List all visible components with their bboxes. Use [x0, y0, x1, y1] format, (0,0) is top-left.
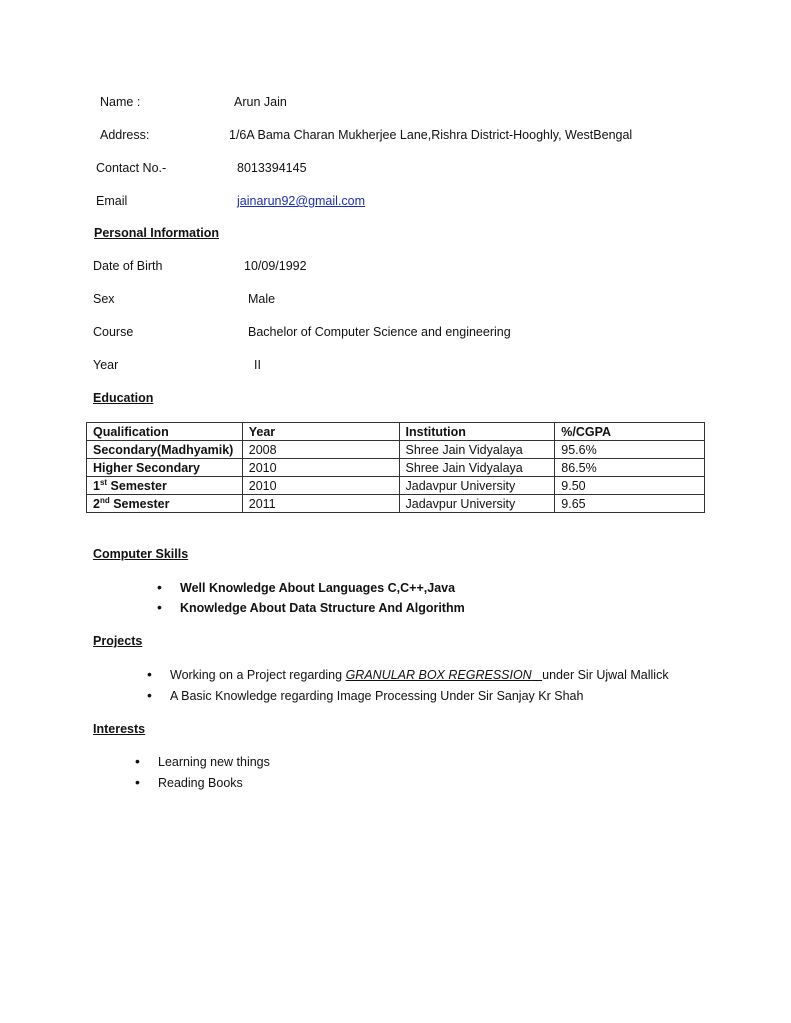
name-value: Arun Jain	[234, 95, 287, 109]
bullet-icon: •	[147, 666, 152, 682]
cell-qualification: Higher Secondary	[87, 459, 243, 477]
cell-year: 2008	[242, 441, 399, 459]
table-row	[87, 441, 705, 459]
header-score: %/CGPA	[555, 423, 705, 441]
contact-number-label: Contact No.-	[96, 161, 167, 175]
cell-institution: Jadavpur University	[399, 495, 555, 513]
interest-item: Learning new things	[158, 755, 270, 769]
table-row	[87, 495, 705, 513]
education-heading: Education	[93, 391, 154, 405]
semester-suffix: st	[99, 477, 108, 487]
header-qualification: Qualification	[87, 423, 243, 441]
sex-label: Sex	[93, 292, 115, 306]
cell-qualification	[87, 495, 243, 513]
table-row	[87, 477, 705, 495]
personal-info-heading: Personal Information	[94, 226, 220, 240]
course-label: Course	[93, 325, 134, 339]
dob-label: Date of Birth	[93, 259, 163, 273]
cell-score: 86.5%	[555, 459, 705, 477]
project-title: GRANULAR BOX REGRESSION	[345, 668, 532, 682]
semester-suffix: nd	[99, 495, 110, 505]
address-value: 1/6A Bama Charan Mukherjee Lane,Rishra District-Hooghly, WestBengal	[229, 128, 633, 142]
name-label: Name :	[100, 95, 141, 109]
table-row	[87, 459, 705, 477]
contact-number-value: 8013394145	[237, 161, 307, 175]
table-header-row	[87, 423, 705, 441]
header-institution: Institution	[399, 423, 555, 441]
bullet-icon: •	[157, 579, 162, 595]
header-year: Year	[242, 423, 399, 441]
cell-institution: Shree Jain Vidyalaya	[399, 459, 555, 477]
education-table	[86, 422, 705, 513]
project-prefix: Working on a Project regarding	[170, 668, 346, 682]
project-item: A Basic Knowledge regarding Image Processing Under Sir Sanjay Kr Shah	[170, 689, 584, 703]
cell-score: 9.65	[555, 495, 705, 513]
semester-number: 1	[93, 478, 100, 493]
year-label: Year	[93, 358, 119, 372]
cell-institution: Jadavpur University	[399, 477, 555, 495]
skill-item: Knowledge About Data Structure And Algorithm	[180, 601, 465, 615]
bullet-icon: •	[135, 753, 140, 769]
cell-year: 2011	[242, 495, 399, 513]
dob-value: 10/09/1992	[244, 259, 307, 273]
bullet-icon: •	[135, 774, 140, 790]
email-link[interactable]: jainarun92@gmail.com	[237, 194, 366, 208]
cell-qualification	[87, 477, 243, 495]
computer-skills-heading: Computer Skills	[93, 547, 189, 561]
cell-institution: Shree Jain Vidyalaya	[399, 441, 555, 459]
project-supervisor: under Sir Ujwal Mallick	[542, 668, 669, 682]
bullet-icon: •	[147, 687, 152, 703]
semester-word: Semester	[109, 496, 170, 511]
sex-value: Male	[248, 292, 276, 306]
email-label: Email	[96, 194, 128, 208]
interests-heading: Interests	[93, 722, 146, 736]
interest-item: Reading Books	[158, 776, 243, 790]
projects-heading: Projects	[93, 634, 143, 648]
cell-score: 95.6%	[555, 441, 705, 459]
cell-qualification: Secondary(Madhyamik)	[87, 441, 243, 459]
address-label: Address:	[100, 128, 150, 142]
cell-score: 9.50	[555, 477, 705, 495]
cell-year: 2010	[242, 477, 399, 495]
skill-item: Well Knowledge About Languages C,C++,Java	[180, 581, 456, 595]
year-value: II	[254, 358, 261, 372]
cell-year: 2010	[242, 459, 399, 477]
semester-word: Semester	[107, 478, 167, 493]
project-item	[170, 667, 669, 683]
bullet-icon: •	[157, 599, 162, 615]
course-value: Bachelor of Computer Science and engineering	[248, 325, 511, 339]
semester-number: 2	[93, 496, 100, 511]
